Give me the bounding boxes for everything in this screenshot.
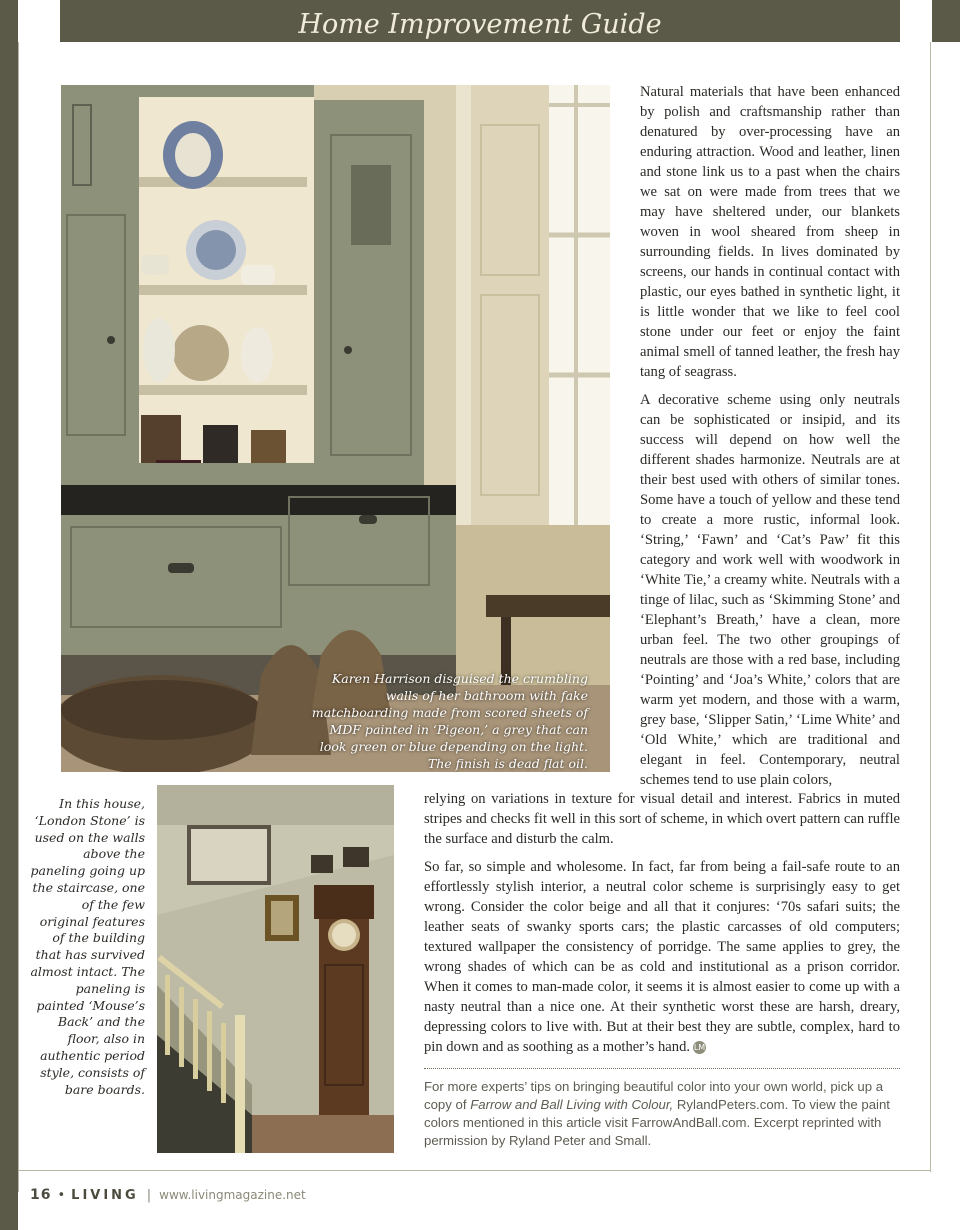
staircase-illustration xyxy=(157,785,394,1153)
page-number: 16 xyxy=(30,1187,52,1203)
article-column xyxy=(640,82,900,798)
article-paragraph-2-column: A decorative scheme using only neutrals can be sophisticated or insipid, and its success will depend on how well the different shades harmonize. Neutrals are at their best used with others of similar tones. Some have a touch of yellow and these tend to create a more rustic, informal look. ‘String,’ ‘Fawn’ and ‘Cat’s Paw’ fit this category and work well with woodwork in ‘White Tie,’ a creamy white. Neutrals with a tinge of lilac, such as ‘Skimming Stone’ and ‘Elephant’s Breath,’ have a clean, more urban feel. The two other groupings of neutrals are those with a red base, including ‘Pointing’ and ‘Joa’s White,’ colors that are warm yet modern, and those with a warm, grey base, ‘Slipper Satin,’ ‘Lime White’ and ‘Old White,’ which are traditional and elegant in feel. Contemporary, neutral schemes tend to use plain colors, xyxy=(640,392,900,788)
staircase-photo xyxy=(157,785,394,1153)
frame-line-bottom xyxy=(18,1170,930,1171)
footer-separator: | xyxy=(146,1188,152,1203)
kitchen-dresser-photo xyxy=(61,85,610,772)
more-info-text-1: For more experts’ tips on bringing beautiful color into your own world, pick up a copy of xyxy=(424,1079,884,1112)
article-paragraph-2-continued: relying on variations in texture for visual detail and interest. Fabrics in muted stripes and checks fit well in this sort of scheme, in which overt pattern can ruffle the surface and disturb the calm. xyxy=(424,791,900,847)
article-wide-block xyxy=(424,789,900,1065)
header-band xyxy=(60,0,900,42)
frame-line-right xyxy=(930,42,931,1172)
end-mark-icon: LM xyxy=(693,1043,706,1053)
page-footer xyxy=(30,1183,306,1207)
dotted-divider xyxy=(424,1068,900,1069)
staircase-photo-caption: In this house, ‘London Stone’ is used on the walls above the paneling going up the staircase, one of the few original features of the building that has survived almost intact. The paneling is painted ‘Mouse’s Back’ and the floor, also in authentic period style, consists of bare boards. xyxy=(30,796,145,1097)
frame-line-left xyxy=(18,42,19,1192)
left-edge-band xyxy=(0,0,18,1230)
footer-bullet: • xyxy=(57,1188,66,1203)
kitchen-photo-caption: Karen Harrison disguised the crumbling walls of her bathroom with fake matchboarding made from scored sheets of MDF painted in ‘Pigeon,’ a grey that can look green or blue depending on the light. The finish is dead flat oil. xyxy=(311,671,588,771)
book-title: Farrow and Ball Living with Colour, xyxy=(470,1097,674,1112)
article-paragraph-3-text: So far, so simple and wholesome. In fact, far from being a fail-safe route to an effortlessly stylish interior, a neutral color scheme is surprisingly easy to get wrong. Consider the color beige and all that it conjures: ‘70s safari suits; the leather seats of swanky sports cars; the plastic carcasses of old computers; textured wallpaper the consistency of porridge. The same applies to grey, the wrong shades of which can be as cold and institutional as a prison corridor. When it comes to man-made color, it seems it is almost easier to come up with a nasty neutral than a nice one. At their synthetic worst these are harsh, dreary, depressing colors to live with. But at their best they are subtle, complex, hard to pin down and as soothing as a mother’s hand. xyxy=(424,859,900,1055)
more-info-note xyxy=(424,1078,900,1150)
magazine-name: LIVING xyxy=(71,1188,139,1203)
more-info-text-2: RylandPeters.com. To view the paint colors mentioned in this article visit FarrowAndBall.com. Excerpt reprinted with permission by Ryland Peter and Small. xyxy=(424,1097,890,1148)
right-edge-tab xyxy=(932,0,960,42)
article-paragraph-3 xyxy=(424,857,900,1057)
section-title: Home Improvement Guide xyxy=(298,9,662,40)
magazine-url: www.livingmagazine.net xyxy=(159,1188,306,1202)
article-paragraph-1: Natural materials that have been enhanced by polish and craftsmanship rather than denatured by over-processing have an enduring attraction. Wood and leather, linen and stone link us to a past when the chairs we sat on were made from trees that we may have sheltered under, our blankets woven in wool sheared from sheep in surrounding fields. In lives dominated by screens, our hands in continual contact with plastic, our eyes bathed in synthetic light, it is little wonder that we like to feel cool stone under our feet or enjoy the faint animal smell of tanned leather, the fresh hay tang of seagrass. xyxy=(640,84,900,380)
kitchen-dresser-illustration xyxy=(61,85,610,772)
